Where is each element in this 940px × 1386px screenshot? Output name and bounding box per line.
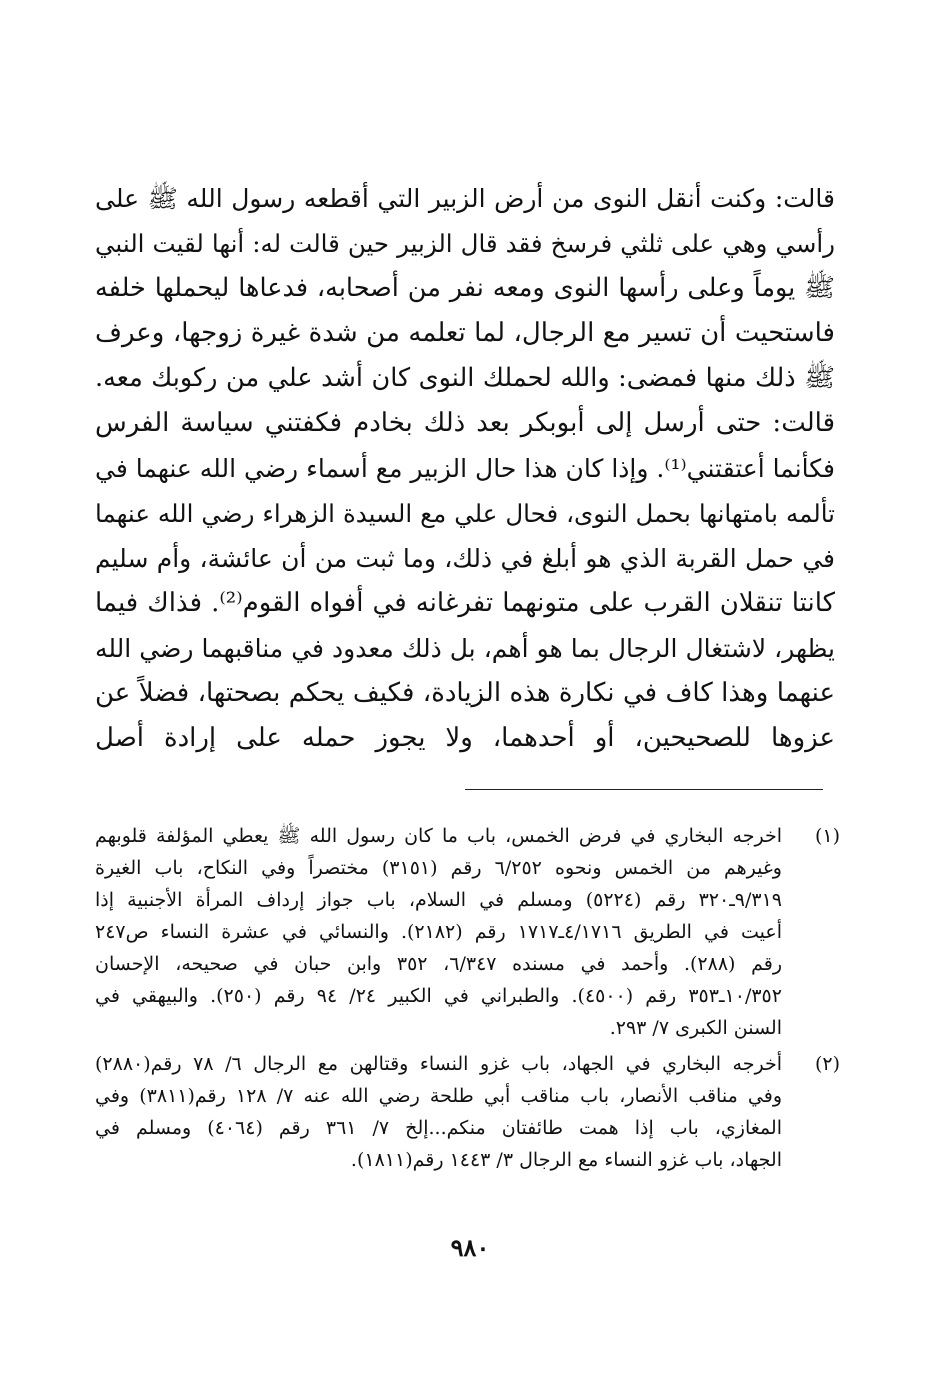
text-line: ﷺ ذلك منها فمضى: والله لحملك النوى كان أشد علي من ركوبك معه. [95, 363, 835, 393]
footnotes [95, 820, 840, 1176]
text-line: فاستحيت أن تسير مع الرجال، لما تعلمه من شدة غيرة زوجها، وعرف [95, 318, 835, 348]
page-number: ٩٨٠ [450, 1233, 490, 1262]
text-line: تألمه بامتهانها بحمل النوى، فحال علي مع السيدة الزهراء رضي الله عنهما [95, 499, 835, 528]
footnote-line: المغازي، باب إذا همت طائفتان منكم...إلخ ٧/ ٣٦١ رقم (٤٠٦٤) ومسلم في [95, 1117, 782, 1139]
footnote-line: أعيت في الطريق ٤/١٧١٦ـ١٧١٧ رقم (٢١٨٢). والنسائي في عشرة النساء ص٢٤٧ [95, 921, 782, 943]
footnote-line: وغيرهم من الخمس ونحوه ٦/٢٥٢ رقم (٣١٥١) مختصراً وفي النكاح، باب الغيرة [95, 857, 782, 879]
footnote-line: اخرجه البخاري في فرض الخمس، باب ما كان رسول الله ﷺ يعطي المؤلفة قلوبهم [95, 825, 782, 847]
footnote-separator [465, 789, 823, 790]
text-line: فكأنما أعتقتني⁽¹⁾. وإذا كان هذا حال الزبير مع أسماء رضي الله عنهما في [95, 454, 836, 483]
footnote-line: ٩/٣١٩ـ٣٢٠ رقم (٥٢٢٤) ومسلم في السلام، باب جواز إرداف المرأة الأجنبية إذا [95, 889, 782, 911]
text-line: عزوها للصحيحين، أو أحدهما، ولا يجوز حمله على إرادة أصل [95, 723, 835, 753]
text-line: يظهر، لاشتغال الرجال بما هو أهم، بل ذلك معدود في مناقبهما رضي الله [95, 634, 835, 663]
footnote-line: أخرجه البخاري في الجهاد، باب غزو النساء وقتالهن مع الرجال ٦/ ٧٨ رقم(٢٨٨٠) [95, 1053, 782, 1075]
text-line: قالت: حتى أرسل إلى أبوبكر بعد ذلك بخادم فكفتني سياسة الفرس [95, 408, 835, 438]
footnote-line: رقم (٢٨٨). وأحمد في مسنده ٦/٣٤٧، ٣٥٢ وابن حبان في صحيحه، الإحسان [95, 953, 782, 975]
footnote-number: (١) [814, 825, 840, 847]
footnote-line: ١٠/٣٥٢ـ٣٥٣ رقم (٤٥٠٠). والطبراني في الكبير ٢٤/ ٩٤ رقم (٢٥٠). والبيهقي في [95, 985, 782, 1007]
footnote-number: (٢) [814, 1053, 840, 1075]
text-line: قالت: وكنت أنقل النوى من أرض الزبير التي أقطعه رسول الله ﷺ على [95, 184, 835, 213]
text-line: رأسي وهي على ثلثي فرسخ فقد قال الزبير حين قالت له: أنها لقيت النبي [95, 229, 835, 258]
footnote-1 [95, 820, 840, 1044]
text-line: ﷺ يوماً وعلى رأسها النوى ومعه نفر من أصحابه، فدعاها ليحملها خلفه [95, 273, 835, 303]
text-line: عنهما وهذا كاف في نكارة هذه الزيادة، فكيف يحكم بصحتها، فضلاً عن [95, 678, 835, 708]
footnote-2 [95, 1048, 840, 1176]
text-line: كانتا تنقلان القرب على متونهما تفرغانه في أفواه القوم⁽²⁾. فذاك فيما [95, 588, 835, 618]
footnote-line: وفي مناقب الأنصار، باب مناقب أبي طلحة رضي الله عنه ٧/ ١٢٨ رقم(٣٨١١) وفي [95, 1085, 783, 1107]
main-text [95, 176, 835, 761]
footnote-line: الجهاد، باب غزو النساء مع الرجال ٣/ ١٤٤٣ رقم(١٨١١). [350, 1149, 782, 1171]
text-line: في حمل القربة الذي هو أبلغ في ذلك، وما ثبت من أن عائشة، وأم سليم [95, 544, 835, 573]
footnote-line: السنن الكبرى ٧/ ٢٩٣. [609, 1017, 782, 1039]
